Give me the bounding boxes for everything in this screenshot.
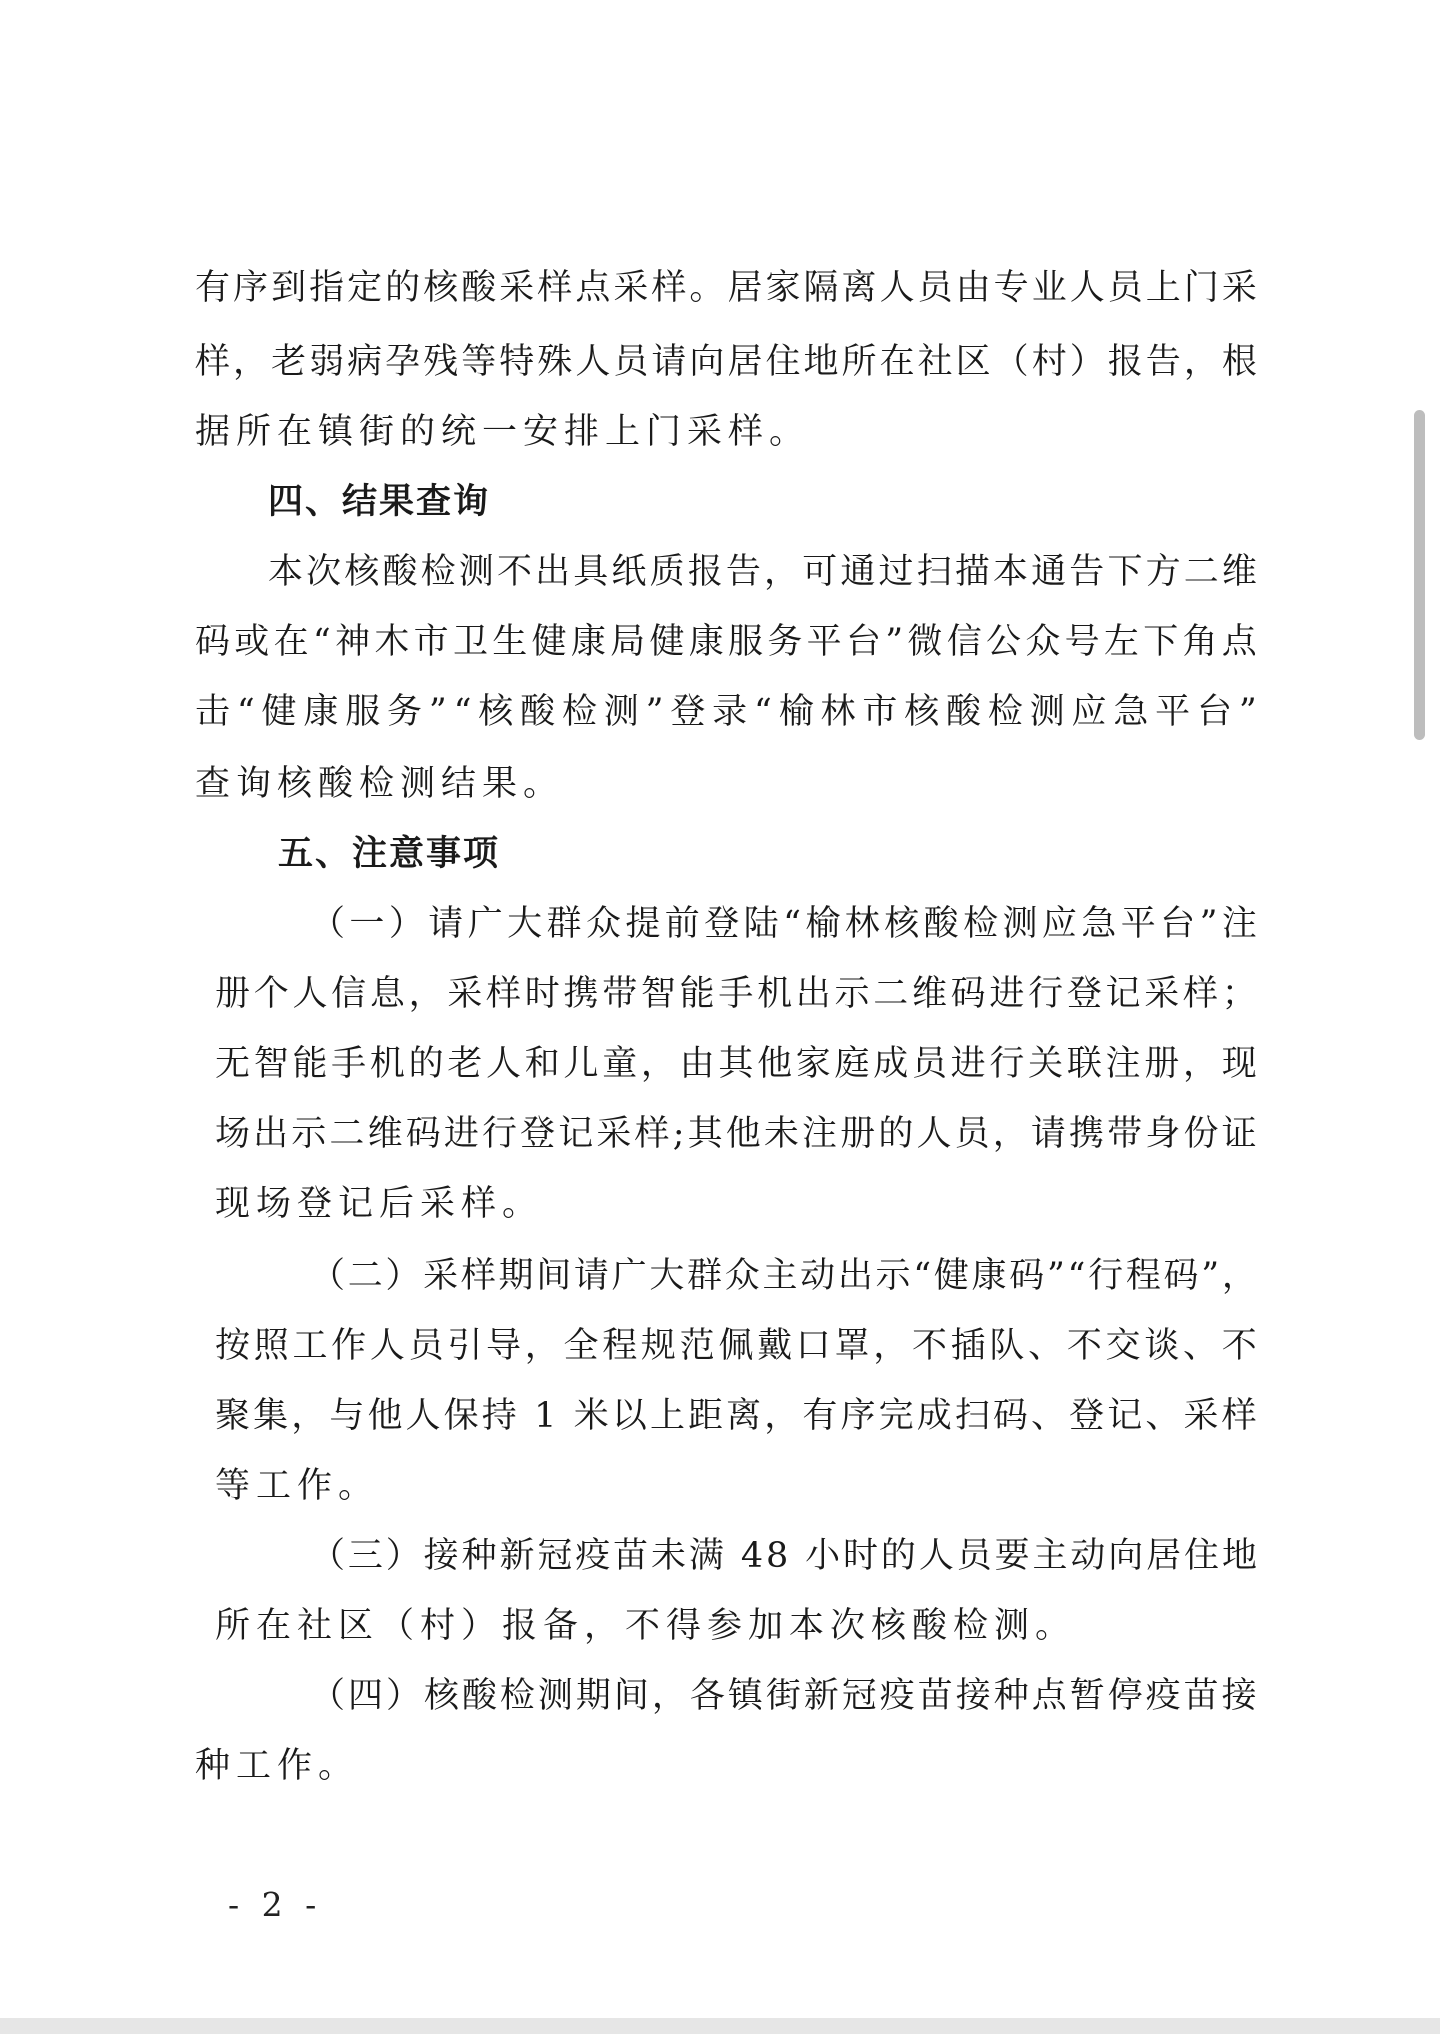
section-heading-results: 四、结果查询 (268, 482, 491, 522)
paragraph-line: 击 “ 健 康 服 务 ” “ 核 酸 检 测 ” 登 录 “ 榆 林 市 核 酸 检 测 应 急 平 台 ” (195, 692, 1257, 732)
paragraph-line: 查询核酸检测结果。 (195, 764, 565, 804)
paragraph-line: （ 四 ） 核 酸 检 测 期 间 ， 各 镇 街 新 冠 疫 苗 接 种 点 暂 停 疫 苗 接 (310, 1676, 1257, 1716)
paragraph-line: 样 ， 老 弱 病 孕 残 等 特 殊 人 员 请 向 居 住 地 所 在 社 区 （ 村 ） 报 告 ， 根 (195, 342, 1257, 382)
paragraph-line: 种工作。 (195, 1746, 360, 1786)
paragraph-line: 有 序 到 指 定 的 核 酸 采 样 点 采 样 。 居 家 隔 离 人 员 由 专 业 人 员 上 门 采 (195, 268, 1257, 308)
paragraph-line: 册 个 人 信 息 ， 采 样 时 携 带 智 能 手 机 出 示 二 维 码 进 行 登 记 采 样 ； (215, 974, 1257, 1014)
scrollbar-thumb[interactable] (1414, 410, 1425, 740)
paragraph-line: （ 三 ） 接 种 新 冠 疫 苗 未 满 4 8 小 时 的 人 员 要 主 动 向 居 住 地 (310, 1536, 1257, 1576)
paragraph-line: 码 或 在 “ 神 木 市 卫 生 健 康 局 健 康 服 务 平 台 ” 微 信 公 众 号 左 下 角 点 (195, 622, 1257, 662)
paragraph-line: 聚 集 ， 与 他 人 保 持 1 米 以 上 距 离 ， 有 序 完 成 扫 码 、 登 记 、 采 样 (215, 1396, 1257, 1436)
paragraph-line: 现场登记后采样。 (215, 1184, 544, 1224)
paragraph-line: 按 照 工 作 人 员 引 导 ， 全 程 规 范 佩 戴 口 罩 ， 不 插 队 、 不 交 谈 、 不 (215, 1326, 1257, 1366)
section-heading-notes: 五、注意事项 (278, 834, 501, 874)
paragraph-line: 据所在镇街的统一安排上门采样。 (195, 412, 811, 452)
bottom-edge-bar (0, 2018, 1440, 2034)
paragraph-line: （ 二 ） 采 样 期 间 请 广 大 群 众 主 动 出 示 “ 健 康 码 ” “ 行 程 码 ” ， (310, 1256, 1257, 1296)
paragraph-line: 等工作。 (215, 1466, 380, 1506)
page-number: - 2 - (228, 1885, 323, 1924)
paragraph-line: （ 一 ） 请 广 大 群 众 提 前 登 陆 “ 榆 林 核 酸 检 测 应 急 平 台 ” 注 (310, 904, 1257, 944)
paragraph-line: 无 智 能 手 机 的 老 人 和 儿 童 ， 由 其 他 家 庭 成 员 进 行 关 联 注 册 ， 现 (215, 1044, 1257, 1084)
paragraph-line: 本 次 核 酸 检 测 不 出 具 纸 质 报 告 ， 可 通 过 扫 描 本 通 告 下 方 二 维 (268, 552, 1257, 592)
paragraph-line: 所在社区（村）报备，不得参加本次核酸检测。 (215, 1606, 1077, 1646)
paragraph-line: 场 出 示 二 维 码 进 行 登 记 采 样 ; 其 他 未 注 册 的 人 员 ， 请 携 带 身 份 证 (215, 1114, 1257, 1154)
